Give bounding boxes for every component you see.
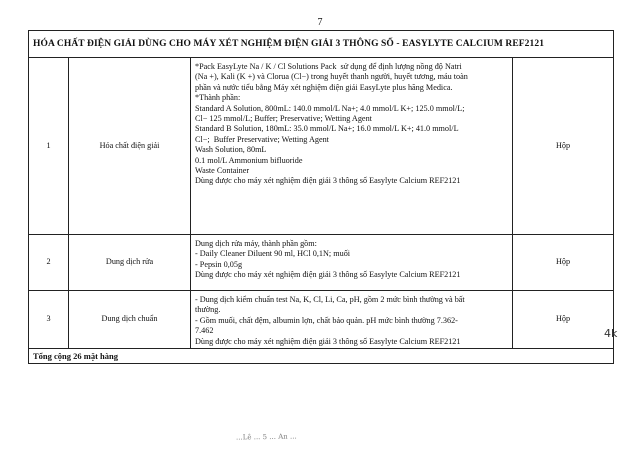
description-line: - Pepsin 0,05g	[195, 259, 243, 269]
item-description	[191, 235, 513, 290]
row-number: 1	[29, 58, 69, 234]
item-description	[191, 58, 513, 234]
table-title: HÓA CHẤT ĐIỆN GIẢI DÙNG CHO MÁY XÉT NGHIỆM ĐIỆN GIẢI 3 THÔNG SỐ - EASYLYTE CALCIUM REF2121	[29, 31, 613, 58]
description-line: Wash Solution, 80mL	[195, 145, 267, 155]
footer-handwriting: ...Lê ... 5 ... An ...	[235, 432, 297, 442]
table-row	[29, 58, 613, 235]
items-table	[28, 30, 614, 364]
row-number: 3	[29, 291, 69, 348]
description-line: thường.	[195, 305, 221, 315]
table-total: Tổng cộng 26 mặt hàng	[33, 351, 119, 361]
item-unit: Hộp	[555, 314, 571, 324]
description-line: (Na +), Kali (K +) và Clorua (Cl−) trong huyết thanh người, huyết tương, máu toàn	[195, 72, 468, 82]
item-name: Dung dịch rửa	[69, 235, 191, 290]
description-line: - Daily Cleaner Diluent 90 ml, HCl 0,1N; muối	[195, 249, 351, 259]
description-line: - Gồm muối, chất đệm, albumin lợn, chất bảo quản. pH mức bình thường 7.362-	[195, 315, 458, 325]
page-number: 7	[317, 17, 323, 28]
description-line: - Dung dịch kiểm chuẩn test Na, K, Cl, Li, Ca, pH, gồm 2 mức bình thường và bất	[195, 295, 465, 304]
item-description	[191, 291, 513, 348]
description-line: Waste Container	[195, 166, 250, 176]
handwritten-mark: 4k	[604, 327, 618, 340]
item-name: Dung dịch chuẩn	[69, 291, 191, 348]
description-line: *Thành phần:	[195, 93, 241, 103]
description-line: Standard B Solution, 180mL: 35.0 mmol/L Na+; 16.0 mmol/L K+; 41.0 mmol/L	[195, 124, 459, 134]
description-line: Cl− 125 mmol/L; Buffer; Preservative; Wetting Agent	[195, 114, 372, 124]
item-unit: Hộp	[555, 140, 571, 150]
description-line: Cl−; Buffer Preservative; Wetting Agent	[195, 134, 329, 144]
description-line: Dùng được cho máy xét nghiệm điện giải 3 thông số Easylyte Calcium REF2121	[195, 270, 461, 280]
description-line: Dùng được cho máy xét nghiệm điện giải 3 thông số Easylyte Calcium REF2121	[195, 176, 461, 186]
description-line: Dùng được cho máy xét nghiệm điện giải 3 thông số Easylyte Calcium REF2121	[195, 336, 461, 346]
description-line: Dung dịch rửa máy, thành phần gồm:	[195, 239, 317, 248]
item-unit: Hộp	[555, 257, 571, 267]
description-line: Standard A Solution, 800mL: 140.0 mmol/L Na+; 4.0 mmol/L K+; 125.0 mmol/L;	[195, 103, 465, 113]
row-number: 2	[29, 235, 69, 290]
table-row	[29, 235, 613, 291]
item-name: Hóa chất điện giải	[69, 58, 191, 234]
description-line: phần và nước tiểu bằng Máy xét nghiệm điện giải EasyLyte plus hãng Medica.	[195, 82, 453, 92]
description-line: 7.462	[195, 326, 214, 336]
table-row	[29, 291, 613, 349]
description-line: *Pack EasyLyte Na / K / Cl Solutions Pack sử dụng để định lượng nồng độ Natri	[195, 62, 462, 71]
description-line: 0.1 mol/L Ammonium bifluoride	[195, 155, 303, 165]
